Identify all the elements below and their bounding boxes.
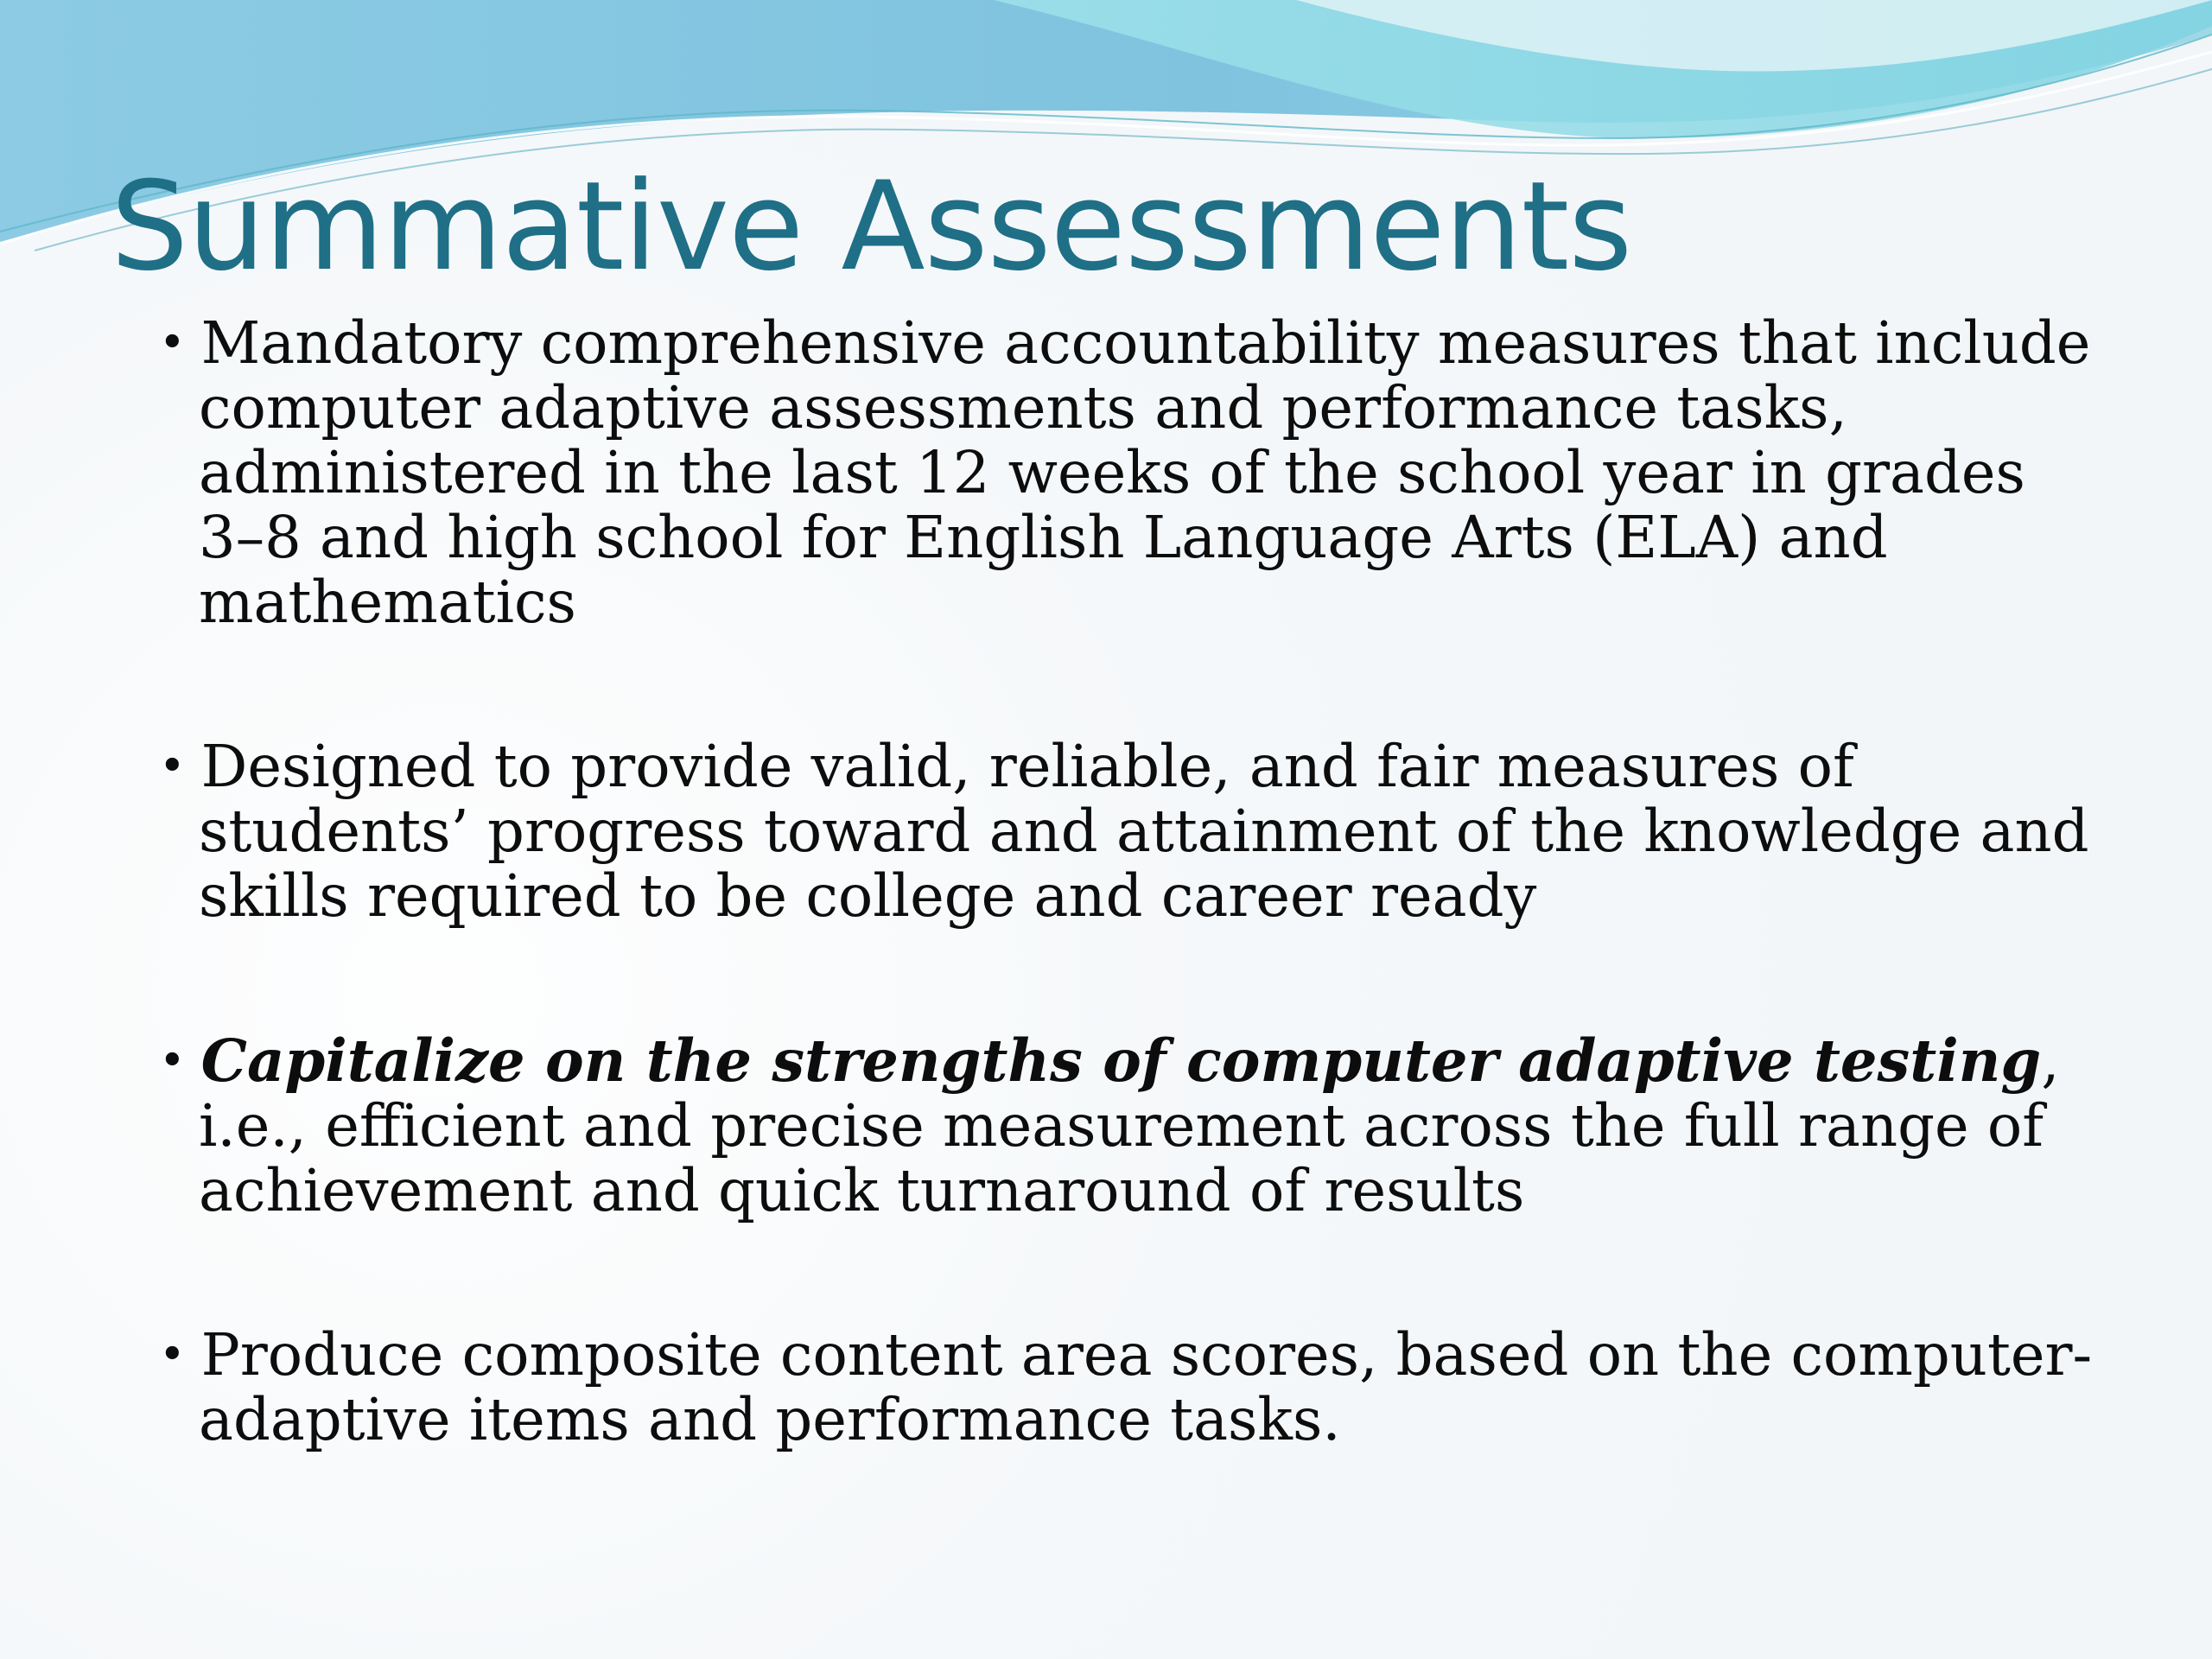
bullet-text: Designed to provide valid, reliable, and fair measures of students’ progress toward and attainment of the knowledge and skills required to be college and career ready [199, 733, 2089, 930]
bullet-glyph: • [159, 1329, 186, 1381]
bullet-emphasis: Capitalize on the strengths of computer adaptive testing [200, 1027, 2042, 1095]
bullet-text: Produce composite content area scores, based on the computer-adaptive items and performance tasks. [199, 1321, 2093, 1453]
bullet-item [130, 1323, 2108, 1452]
bullet-item [130, 1028, 2108, 1224]
bullet-glyph: • [159, 317, 186, 369]
bullet-text: , i.e., efficient and precise measurement across the full range of achievement and quick turnaround of results [199, 1027, 2060, 1224]
bullet-glyph: • [159, 741, 186, 792]
bullet-glyph: • [159, 1035, 186, 1087]
bullet-list [130, 311, 2108, 1552]
slide-title: Summative Assessments [111, 156, 1632, 298]
bullet-item [130, 311, 2108, 635]
bullet-text: Mandatory comprehensive accountability measures that include computer adaptive assessments and performance tasks, administered in the last 12 weeks of the school year in grades 3–8 and high school for English Language Arts (ELA) and mathematics [199, 309, 2091, 636]
bullet-item [130, 734, 2108, 929]
